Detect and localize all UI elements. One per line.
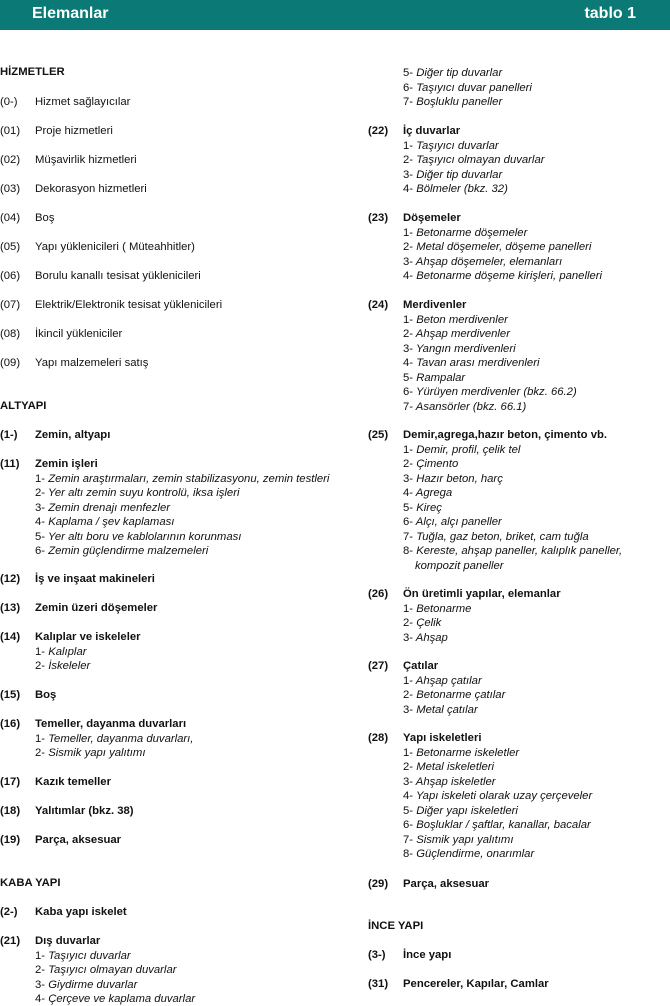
sub-text: Demir, profil, çelik tel [416, 443, 521, 456]
sub-number: 7- [403, 833, 414, 846]
sub-item [368, 804, 668, 819]
sub-text: Tavan arası merdivenleri [416, 357, 540, 369]
entry-group [0, 833, 340, 848]
entry-row [368, 731, 668, 746]
entry-group [0, 630, 340, 674]
sub-text: Zemin araştırmaları, zemin stabilizasyonu, zemin testleri [48, 472, 330, 485]
sub-item [0, 501, 340, 516]
sub-text: Ahşap çatılar [415, 674, 482, 687]
service-row [0, 298, 340, 313]
entry-code: (25) [368, 429, 389, 441]
service-label: İkincil yükleniciler [35, 328, 123, 340]
sub-text: Betonarme çatılar [416, 689, 506, 701]
section-heading-kaba-yapi: KABA YAPI [0, 877, 61, 889]
sub-item [368, 269, 668, 284]
sub-number: 2- [35, 747, 46, 759]
entry-label: Kalıplar ve iskeleler [35, 631, 141, 643]
entry-label: Ön üretimli yapılar, elemanlar [403, 588, 561, 600]
service-row [0, 356, 340, 371]
sub-item [368, 327, 668, 342]
sub-number: 1- [403, 226, 414, 239]
sub-item [368, 674, 668, 689]
sub-number: 4- [403, 357, 414, 369]
entry-row [0, 804, 340, 819]
sub-number: 2- [403, 617, 414, 629]
entry-code: (31) [368, 978, 389, 990]
service-code: (03) [0, 183, 21, 195]
entry-row [368, 977, 668, 992]
sub-text: Diğer yapı iskeletleri [416, 804, 518, 817]
sub-number: 2- [35, 660, 46, 672]
sub-item [368, 833, 668, 848]
service-row [0, 269, 340, 284]
entry-label: Pencereler, Kapılar, Camlar [403, 978, 549, 990]
sub-item [368, 746, 668, 761]
service-row [0, 182, 340, 197]
sub-item [368, 400, 668, 415]
sub-number: 1- [35, 472, 46, 485]
sub-item [0, 949, 340, 964]
sub-item [368, 226, 668, 241]
sub-item [368, 688, 668, 703]
section-heading-ince-yapi: İNCE YAPI [368, 920, 424, 932]
sub-text: Çerçeve ve kaplama duvarlar [48, 993, 196, 1005]
sub-number: 2- [35, 964, 46, 976]
sub-text: Kaplama / şev kaplaması [48, 516, 175, 528]
service-label: Proje hizmetleri [35, 125, 113, 137]
entry-row [368, 211, 668, 226]
sub-number: 4- [403, 790, 414, 802]
sub-number: 3- [403, 631, 414, 644]
entry-row [0, 833, 340, 848]
sub-number: 4- [35, 993, 46, 1005]
entry-group [0, 601, 340, 616]
sub-text: Taşıyıcı duvarlar [416, 139, 499, 152]
sub-text: Boşluklar / şaftlar, kanallar, bacalar [416, 819, 591, 831]
sub-item [368, 789, 668, 804]
entry-group [0, 572, 340, 587]
sub-text: Betonarme döşemeler [416, 226, 528, 239]
sub-item [368, 703, 668, 718]
sub-item [0, 992, 340, 1006]
entry-label: Zemin, altyapı [35, 429, 111, 441]
sub-number: 2- [403, 761, 414, 773]
entry-group [368, 428, 668, 573]
entry-code: (27) [368, 660, 389, 672]
sub-item [368, 631, 668, 646]
sub-text: Kireç [416, 501, 442, 514]
sub-number: 6- [403, 819, 414, 831]
entry-label: Temeller, dayanma duvarları [35, 718, 187, 730]
sub-text: Taşıyıcı olmayan duvarlar [48, 964, 177, 976]
sub-text-continued: kompozit paneller [415, 559, 504, 572]
service-code: (02) [0, 154, 21, 166]
entry-group [0, 934, 340, 1006]
sub-text: Beton merdivenler [416, 313, 508, 326]
sub-text: Alçı, alçı paneller [415, 516, 502, 528]
entry-code: (19) [0, 834, 21, 846]
sub-number: 1- [403, 746, 414, 759]
sub-text: Kalıplar [48, 645, 87, 658]
sub-item [0, 978, 340, 993]
sub-text: Ahşap döşemeler, elemanları [415, 255, 563, 268]
sub-number: 1- [35, 949, 46, 962]
service-label: Elektrik/Elektronik tesisat yüklenicileri [35, 299, 223, 311]
entry-row [368, 428, 668, 443]
entry-code: (17) [0, 776, 21, 788]
sub-text: Taşıyıcı duvar panelleri [416, 81, 532, 94]
sub-text: Yangın merdivenleri [415, 342, 516, 355]
service-row [0, 95, 340, 110]
sub-number: 6- [35, 545, 46, 557]
sub-number: 6- [403, 516, 414, 528]
page-title: Elemanlar [32, 5, 109, 22]
sub-text: Kereste, ahşap paneller, kalıplık paneller, [416, 545, 623, 557]
sub-item [0, 472, 340, 487]
sub-number: 1- [403, 674, 414, 687]
sub-number: 5- [35, 530, 46, 543]
sub-text: Hazır beton, harç [416, 472, 503, 485]
entry-row [0, 775, 340, 790]
entry-label: Merdivenler [403, 299, 467, 311]
sub-item [368, 775, 668, 790]
service-row [0, 211, 340, 226]
entry-code: (18) [0, 805, 21, 817]
sub-number: 3- [403, 255, 414, 268]
entry-group [368, 211, 668, 284]
sub-number: 5- [403, 804, 414, 817]
entry-group [368, 124, 668, 197]
service-label: Müşavirlik hizmetleri [35, 154, 137, 166]
sub-text: Temeller, dayanma duvarları, [48, 732, 194, 745]
sub-text: İskeleler [48, 660, 91, 672]
entry-group [368, 659, 668, 717]
sub-item [368, 371, 668, 386]
service-row [0, 124, 340, 139]
entry-group [368, 587, 668, 645]
service-code: (06) [0, 270, 21, 282]
sub-text: Giydirme duvarlar [48, 978, 138, 991]
sub-text: Agrega [415, 487, 453, 499]
entry-code: (2-) [0, 906, 18, 918]
entry-group [368, 877, 668, 892]
entry-row [0, 717, 340, 732]
sub-text: Rampalar [416, 371, 466, 384]
entry-label: Zemin işleri [35, 458, 98, 470]
sub-item [368, 139, 668, 154]
sub-text: Diğer tip duvarlar [416, 67, 503, 79]
entry-code: (11) [0, 458, 20, 470]
entry-code: (13) [0, 602, 21, 614]
entry-row [0, 428, 340, 443]
sub-number: 3- [403, 703, 414, 716]
entry-row [368, 877, 668, 892]
entry-code: (14) [0, 631, 21, 643]
service-label: Dekorasyon hizmetleri [35, 183, 147, 195]
sub-item [368, 342, 668, 357]
sub-text: Taşıyıcı duvarlar [48, 949, 131, 962]
service-label: Hizmet sağlayıcılar [35, 96, 131, 108]
entry-label: Kazık temeller [35, 776, 111, 788]
sub-text: Yer altı boru ve kablolarının korunması [47, 530, 242, 543]
entry-row [368, 124, 668, 139]
sub-number: 3- [403, 472, 414, 485]
sub-item [368, 153, 668, 168]
entry-label: Parça, aksesuar [35, 834, 122, 846]
sub-item [368, 95, 668, 110]
sub-number: 3- [35, 501, 46, 514]
sub-item [368, 81, 668, 96]
sub-number: 2- [403, 154, 414, 166]
entry-group [0, 457, 340, 559]
sub-number: 5- [403, 371, 414, 384]
sub-text: Tuğla, gaz beton, briket, cam tuğla [416, 530, 589, 543]
sub-item [368, 847, 668, 862]
sub-number: 2- [35, 487, 46, 499]
sub-item [0, 732, 340, 747]
sub-item [368, 760, 668, 775]
entry-group [0, 688, 340, 703]
entry-code: (1-) [0, 429, 18, 441]
sub-number: 7- [403, 400, 414, 413]
sub-number: 2- [403, 458, 414, 470]
sub-number: 3- [35, 978, 46, 991]
entry-code: (15) [0, 689, 21, 701]
section-heading-hizmetler: HİZMETLER [0, 66, 65, 78]
service-code: (08) [0, 328, 21, 340]
entry-row [0, 630, 340, 645]
sub-item [0, 746, 340, 761]
sub-item [368, 182, 668, 197]
entry-group [0, 717, 340, 761]
entry-row [0, 457, 340, 472]
sub-number: 1- [403, 139, 414, 152]
sub-item [368, 515, 668, 530]
section-heading-altyapi: ALTYAPI [0, 400, 47, 412]
sub-item [368, 240, 668, 255]
entry-group [368, 298, 668, 414]
service-code: (0-) [0, 96, 18, 108]
entry-label: Yapı iskeletleri [403, 732, 482, 744]
sub-item [368, 443, 668, 458]
entry-code: (26) [368, 588, 389, 600]
sub-item [368, 486, 668, 501]
sub-number: 6- [403, 386, 414, 398]
entry-row [0, 572, 340, 587]
sub-number: 4- [35, 516, 46, 528]
sub-text: Sismik yapı yalıtımı [416, 833, 514, 846]
service-code: (07) [0, 299, 21, 311]
sub-text: Asansörler (bkz. 66.1) [415, 400, 527, 413]
sub-item [0, 963, 340, 978]
sub-text: Metal çatılar [416, 703, 478, 716]
service-code: (05) [0, 241, 21, 253]
sub-number: 4- [403, 183, 414, 195]
sub-text: Ahşap [415, 631, 448, 644]
service-code: (04) [0, 212, 21, 224]
entry-row [0, 601, 340, 616]
sub-number: 1- [403, 443, 414, 456]
sub-number: 4- [403, 270, 414, 282]
sub-text: Metal iskeletleri [416, 761, 495, 773]
entry-row [368, 298, 668, 313]
service-row [0, 327, 340, 342]
table-number: tablo 1 [584, 5, 636, 22]
entry-row [368, 659, 668, 674]
sub-number: 1- [403, 313, 414, 326]
sub-number: 7- [403, 96, 414, 108]
sub-text: Zemin drenajı menfezler [48, 501, 170, 514]
sub-text: Sismik yapı yalıtımı [48, 747, 146, 759]
sub-text: Çimento [416, 458, 459, 470]
sub-item [368, 457, 668, 472]
entry-label: Boş [35, 689, 57, 701]
sub-text: Yer altı zemin suyu kontrolü, iksa işleri [47, 487, 240, 499]
entry-row [0, 688, 340, 703]
sub-number: 5- [403, 67, 414, 79]
sub-text: Zemin güçlendirme malzemeleri [48, 545, 209, 557]
entry-label: Kaba yapı iskelet [35, 906, 127, 918]
sub-item [368, 530, 668, 545]
sub-item [0, 515, 340, 530]
service-label: Yapı malzemeleri satış [35, 357, 149, 369]
sub-number: 7- [403, 530, 414, 543]
entry-code: (28) [368, 732, 389, 744]
sub-number: 2- [403, 241, 414, 253]
sub-text: Taşıyıcı olmayan duvarlar [416, 154, 545, 166]
entry-code: (22) [368, 125, 389, 137]
entry-label: İnce yapı [403, 949, 452, 961]
sub-item [0, 486, 340, 501]
continued-subs [368, 66, 668, 110]
sub-item [0, 544, 340, 559]
service-code: (09) [0, 357, 21, 369]
entry-row [0, 905, 340, 920]
entry-group [0, 905, 340, 920]
sub-text: Betonarme iskeletler [416, 746, 520, 759]
sub-number: 1- [403, 602, 414, 615]
entry-row [368, 948, 668, 963]
entry-code: (29) [368, 878, 389, 890]
entry-label: Yalıtımlar (bkz. 38) [35, 805, 134, 817]
sub-number: 3- [403, 342, 414, 355]
sub-text: Diğer tip duvarlar [416, 168, 503, 181]
entry-label: İç duvarlar [403, 125, 461, 137]
entry-code: (12) [0, 573, 21, 585]
sub-text: Betonarme döşeme kirişleri, panelleri [416, 270, 603, 282]
entry-group [368, 977, 668, 992]
service-row [0, 240, 340, 255]
entry-row [0, 934, 340, 949]
sub-item [368, 255, 668, 270]
sub-number: 8- [403, 848, 414, 860]
sub-number: 2- [403, 689, 414, 701]
entry-group [0, 775, 340, 790]
service-row [0, 153, 340, 168]
sub-text: Çelik [416, 617, 442, 629]
sub-text: Boşluklu paneller [416, 96, 503, 108]
sub-text: Güçlendirme, onarımlar [416, 848, 535, 860]
sub-item [368, 602, 668, 617]
sub-number: 3- [403, 775, 414, 788]
sub-item [368, 818, 668, 833]
sub-text: Yürüyen merdivenler (bkz. 66.2) [415, 386, 577, 398]
sub-number: 1- [35, 645, 46, 658]
service-label: Boş [35, 212, 55, 224]
sub-item [368, 168, 668, 183]
sub-item [368, 616, 668, 631]
entry-group [0, 804, 340, 819]
sub-number: 1- [35, 732, 46, 745]
entry-label: Zemin üzeri döşemeler [35, 602, 158, 614]
entry-label: Parça, aksesuar [403, 878, 490, 890]
entry-label: Çatılar [403, 660, 439, 672]
sub-item [368, 66, 668, 81]
entry-code: (3-) [368, 949, 386, 961]
sub-number: 3- [403, 168, 414, 181]
sub-text: Ahşap merdivenler [415, 328, 510, 340]
sub-text: Betonarme [416, 602, 472, 615]
sub-text: Ahşap iskeletler [415, 775, 496, 788]
entry-label: Döşemeler [403, 212, 461, 224]
entry-group [368, 731, 668, 862]
sub-number: 6- [403, 81, 414, 94]
entry-group [368, 948, 668, 963]
service-label: Yapı yüklenicileri ( Müteahhitler) [35, 241, 195, 253]
entry-code: (21) [0, 935, 21, 947]
entry-group [0, 428, 340, 443]
sub-item [368, 385, 668, 400]
entry-label: Dış duvarlar [35, 935, 101, 947]
sub-number: 8- [403, 545, 414, 557]
sub-item [0, 659, 340, 674]
entry-code: (16) [0, 718, 21, 730]
entry-code: (23) [368, 212, 389, 224]
header-bar [0, 0, 670, 30]
sub-item [0, 645, 340, 660]
sub-item [0, 530, 340, 545]
sub-item [368, 356, 668, 371]
sub-item [368, 472, 668, 487]
sub-text: Yapı iskeleti olarak uzay çerçeveler [415, 790, 593, 802]
sub-item [368, 313, 668, 328]
sub-number: 2- [403, 328, 414, 340]
entry-row [368, 587, 668, 602]
service-code: (01) [0, 125, 21, 137]
entry-code: (24) [368, 299, 389, 311]
sub-number: 4- [403, 487, 414, 499]
entry-label: İş ve inşaat makineleri [35, 573, 155, 585]
sub-text: Metal döşemeler, döşeme panelleri [416, 241, 592, 253]
entry-label: Demir,agrega,hazır beton, çimento vb. [403, 429, 608, 441]
sub-item [368, 544, 668, 573]
service-label: Borulu kanallı tesisat yüklenicileri [35, 270, 201, 282]
sub-number: 5- [403, 501, 414, 514]
sub-text: Bölmeler (bkz. 32) [416, 183, 508, 195]
sub-item [368, 501, 668, 516]
